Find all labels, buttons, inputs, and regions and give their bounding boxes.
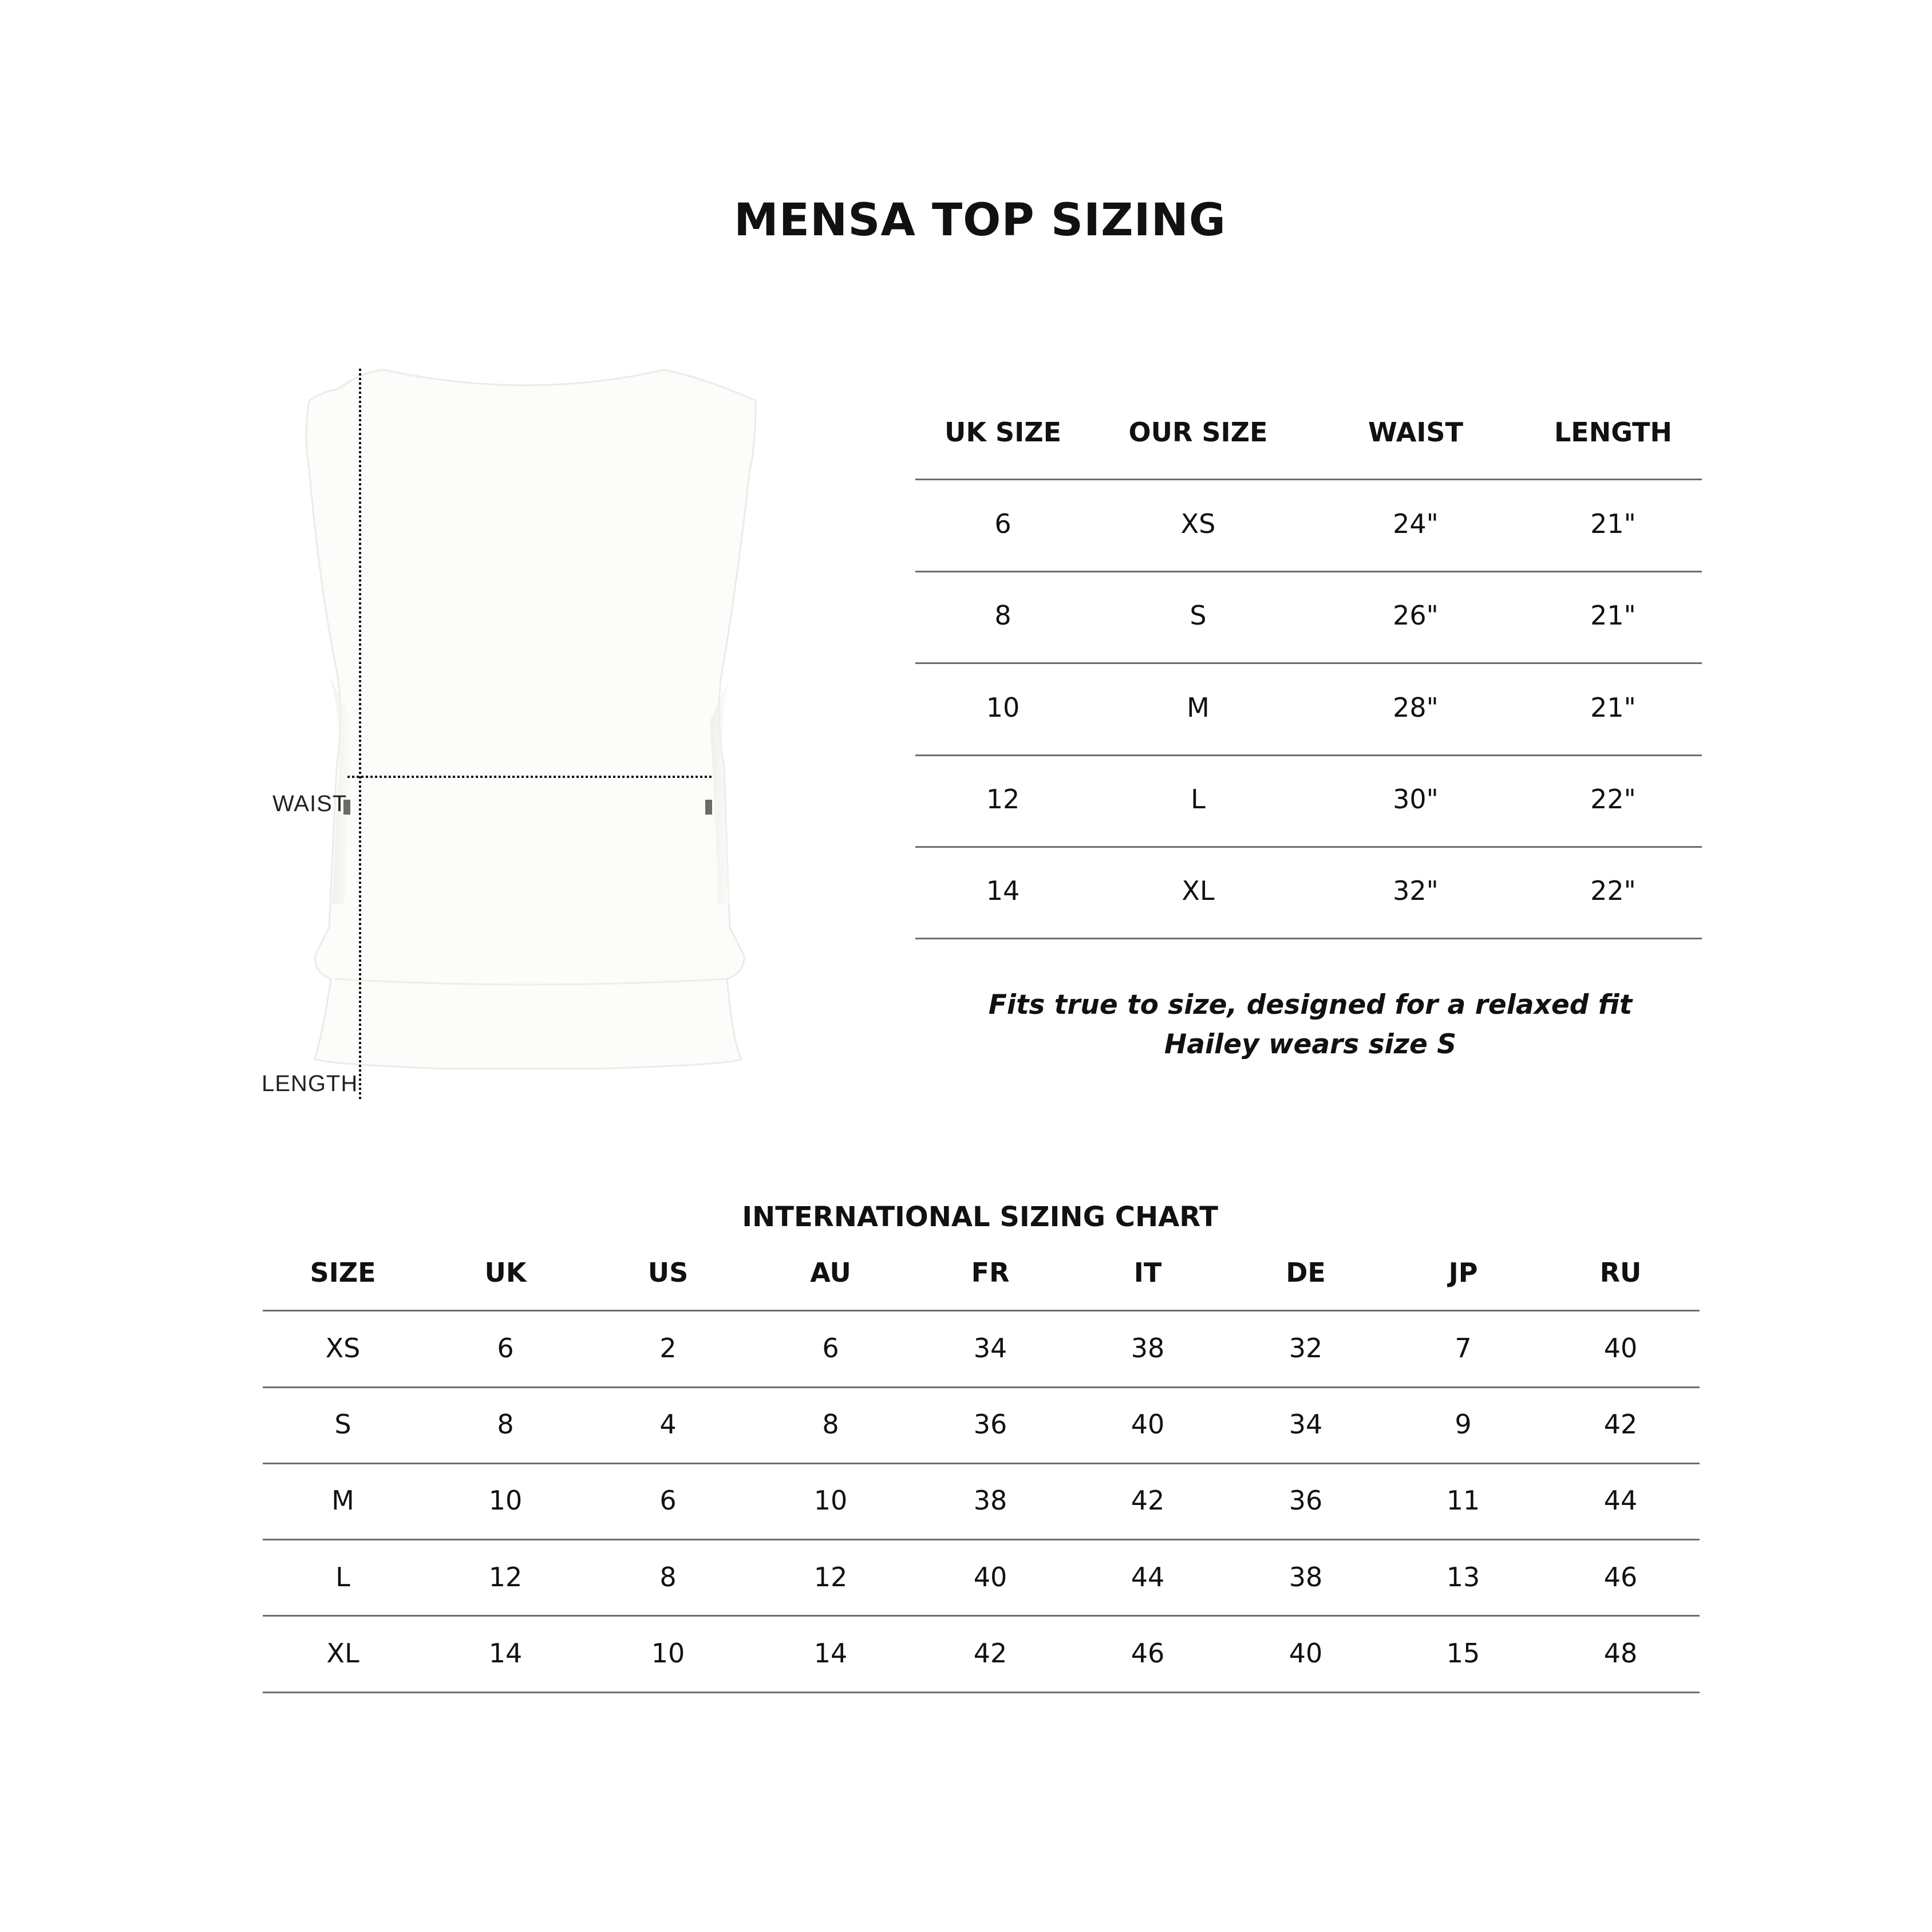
table-cell: 8 (659, 1562, 677, 1593)
intl-table-title: INTERNATIONAL SIZING CHART (742, 1201, 1218, 1233)
table-cell: 40 (1131, 1409, 1165, 1440)
table-cell: 9 (1455, 1409, 1472, 1440)
row-divider (915, 662, 1702, 664)
table-cell: 38 (973, 1485, 1008, 1516)
table-cell: M (331, 1485, 354, 1516)
row-divider (263, 1615, 1700, 1617)
column-header: LENGTH (1554, 417, 1673, 448)
column-header: OUR SIZE (1128, 417, 1268, 448)
table-cell: 6 (659, 1485, 677, 1516)
table-cell: 40 (1603, 1333, 1638, 1364)
table-cell: 11 (1446, 1485, 1480, 1516)
row-divider (263, 1539, 1700, 1540)
table-cell: 12 (813, 1562, 848, 1593)
row-divider (915, 571, 1702, 572)
page-title: MENSA TOP SIZING (734, 195, 1226, 246)
table-cell: 44 (1131, 1562, 1165, 1593)
table-cell: 34 (973, 1333, 1008, 1364)
table-cell: 46 (1131, 1638, 1165, 1669)
table-cell: 21" (1590, 600, 1636, 631)
table-cell: L (335, 1562, 350, 1593)
row-divider (263, 1386, 1700, 1388)
table-cell: 48 (1603, 1638, 1638, 1669)
table-cell: 12 (986, 784, 1020, 815)
column-header: FR (971, 1257, 1010, 1288)
table-cell: 26" (1393, 600, 1439, 631)
row-divider (915, 754, 1702, 756)
table-cell: 7 (1455, 1333, 1472, 1364)
row-divider (263, 1463, 1700, 1464)
table-cell: 28" (1393, 692, 1439, 723)
table-cell: 38 (1131, 1333, 1165, 1364)
table-cell: 15 (1446, 1638, 1480, 1669)
table-cell: 22" (1590, 784, 1636, 815)
fit-note: Fits true to size, designed for a relaxed fit (988, 989, 1633, 1021)
table-cell: 13 (1446, 1562, 1480, 1593)
row-divider (915, 938, 1702, 939)
table-cell: 24" (1393, 508, 1439, 539)
table-cell: 6 (822, 1333, 839, 1364)
table-cell: XS (1180, 508, 1216, 539)
table-cell: L (1191, 784, 1206, 815)
table-cell: 8 (822, 1409, 839, 1440)
waist-label: WAIST (272, 791, 347, 816)
garment-top-image (306, 370, 756, 1069)
table-cell: XL (326, 1638, 359, 1669)
column-header: JP (1448, 1257, 1478, 1288)
column-header: IT (1133, 1257, 1162, 1288)
column-header: UK (484, 1257, 527, 1288)
table-cell: 38 (1289, 1562, 1323, 1593)
table-cell: 42 (1131, 1485, 1165, 1516)
table-cell: 8 (497, 1409, 514, 1440)
table-cell: 22" (1590, 875, 1636, 906)
row-divider (263, 1692, 1700, 1693)
table-cell: 8 (994, 600, 1012, 631)
table-cell: 4 (659, 1409, 677, 1440)
column-header: WAIST (1368, 417, 1463, 448)
length-label: LENGTH (262, 1071, 358, 1096)
table-cell: 44 (1603, 1485, 1638, 1516)
table-cell: 14 (813, 1638, 848, 1669)
table-cell: 2 (659, 1333, 677, 1364)
table-cell: 21" (1590, 508, 1636, 539)
row-divider (263, 1310, 1700, 1311)
row-divider (915, 479, 1702, 480)
row-divider (915, 846, 1702, 848)
table-cell: S (334, 1409, 351, 1440)
table-cell: 36 (1289, 1485, 1323, 1516)
table-cell: 6 (994, 508, 1012, 539)
table-cell: 14 (986, 875, 1020, 906)
table-cell: S (1190, 600, 1207, 631)
table-cell: 40 (1289, 1638, 1323, 1669)
table-cell: XL (1182, 875, 1215, 906)
table-cell: 42 (1603, 1409, 1638, 1440)
table-cell: M (1187, 692, 1210, 723)
table-cell: 40 (973, 1562, 1008, 1593)
table-cell: 32 (1289, 1333, 1323, 1364)
table-cell: 46 (1603, 1562, 1638, 1593)
table-cell: XS (325, 1333, 361, 1364)
table-cell: 10 (986, 692, 1020, 723)
column-header: DE (1286, 1257, 1326, 1288)
table-cell: 12 (488, 1562, 523, 1593)
column-header: SIZE (310, 1257, 376, 1288)
table-cell: 21" (1590, 692, 1636, 723)
model-size-note: Hailey wears size S (1164, 1029, 1457, 1060)
column-header: AU (810, 1257, 851, 1288)
table-cell: 10 (651, 1638, 685, 1669)
table-cell: 6 (497, 1333, 514, 1364)
garment-diagram (252, 355, 779, 1116)
table-cell: 30" (1393, 784, 1439, 815)
table-cell: 14 (488, 1638, 523, 1669)
table-cell: 10 (488, 1485, 523, 1516)
table-cell: 10 (813, 1485, 848, 1516)
table-cell: 36 (973, 1409, 1008, 1440)
column-header: UK SIZE (944, 417, 1062, 448)
table-cell: 32" (1393, 875, 1439, 906)
table-cell: 34 (1289, 1409, 1323, 1440)
column-header: RU (1599, 1257, 1642, 1288)
column-header: US (647, 1257, 689, 1288)
table-cell: 42 (973, 1638, 1008, 1669)
